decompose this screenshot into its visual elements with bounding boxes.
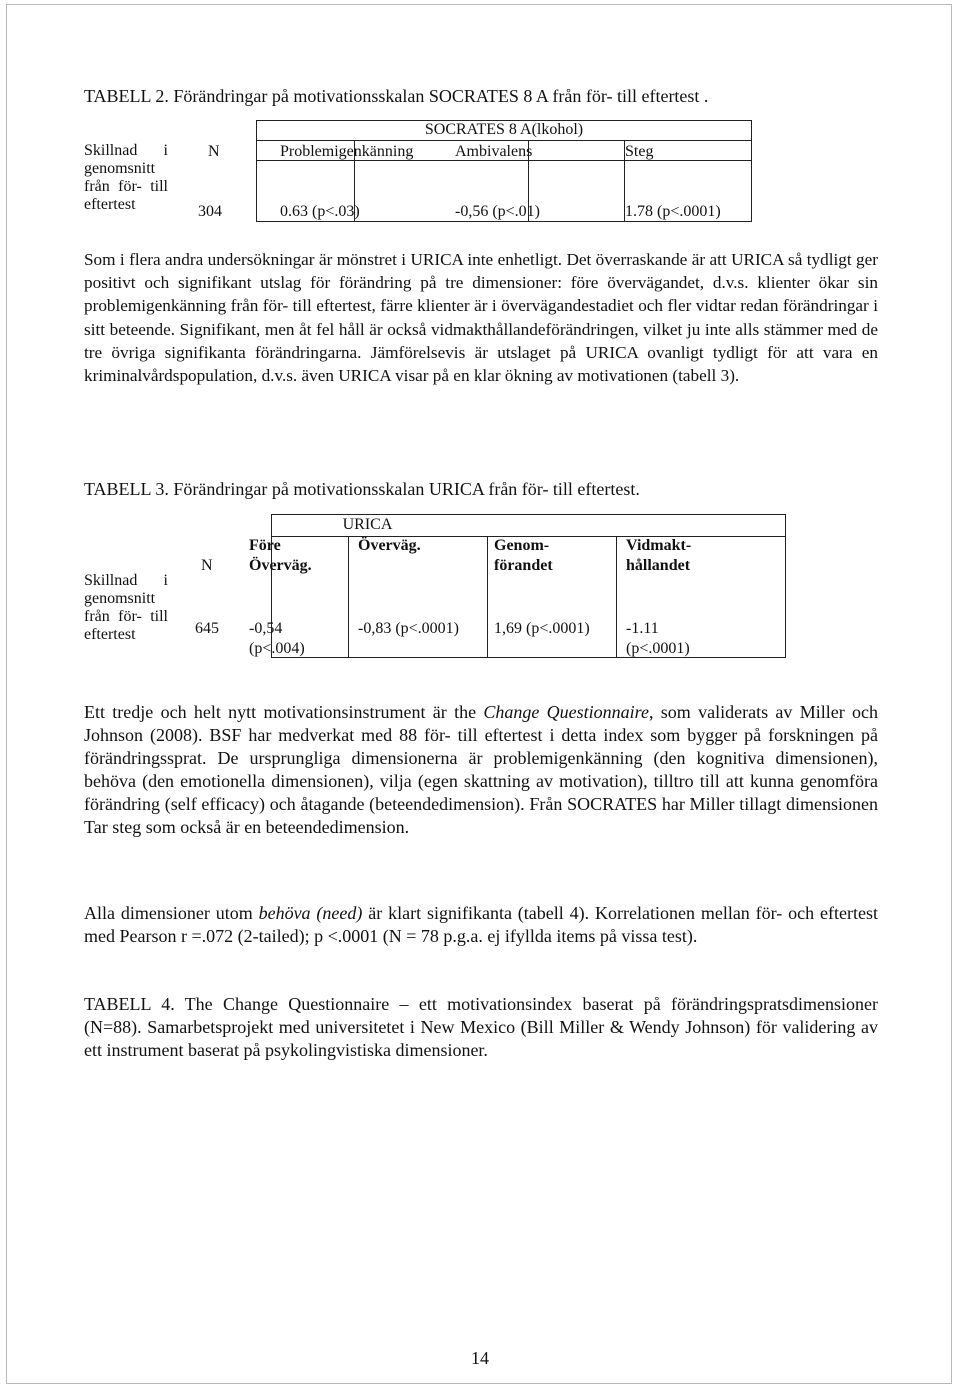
- table2-value-problem: 0.63 (p<.03): [280, 203, 360, 220]
- table3-value-vidm: (p<.0001): [626, 640, 690, 657]
- body-paragraph: Som i flera andra undersökningar är mönstret i URICA inte enhetligt. Det överraskande är att URICA så tydligt ger positivt och signifikant utslag för förändring på tre dimensioner: före övervägandet, d.v.s. klienter ökar sin problemigenkänning från för- till eftertest, färre klienter är i övervägandestadiet och fler vidtar redan förändringar i sitt beteende. Signifikant, men åt fel håll är också vidmakthållandeförändringen, vilket ju inte alls stämmer med de tre övriga signifikanta förändringarna. Jämförelsevis är utslaget på URICA ovanligt tydligt för att vara en kriminalvårdspopulation, d.v.s. även URICA visar på en klar ökning av motivationen (tabell 3).: [84, 250, 878, 386]
- table2-value-n: 304: [198, 203, 222, 220]
- table3-group-header: URICA: [342, 516, 393, 533]
- table3-value-n: 645: [195, 620, 219, 637]
- table3-divider: [348, 536, 349, 658]
- paragraph-italic: Change Questionnaire: [483, 702, 649, 722]
- table3-row-label: [84, 572, 168, 644]
- row-label-line: Skillnad i: [84, 142, 168, 159]
- row-label-line: eftertest: [84, 196, 136, 213]
- table3: [84, 514, 786, 658]
- table3-header-genom: förandet: [494, 557, 553, 574]
- table3-caption: TABELL 3. Förändringar på motivationsskalan URICA från för- till eftertest.: [84, 479, 640, 499]
- row-label-line: genomsnitt: [84, 590, 156, 607]
- row-label-line: genomsnitt: [84, 160, 156, 177]
- table3-divider: [487, 536, 488, 658]
- table3-value-fore: -0,54: [249, 620, 283, 637]
- table3-value-vidm: -1.11: [626, 620, 659, 637]
- table3-header-vidm: hållandet: [626, 557, 691, 574]
- row-label-line: eftertest: [84, 626, 136, 643]
- table3-value-fore: (p<.004): [249, 640, 305, 657]
- paragraph-text: Ett tredje och helt nytt motivationsinstrument är the: [84, 702, 484, 722]
- paragraph-text: Alla dimensioner utom: [84, 903, 259, 923]
- table2-value-steg: 1.78 (p<.0001): [625, 203, 721, 220]
- table3-value-genom: 1,69 (p<.0001): [494, 620, 590, 637]
- table2-divider: [256, 140, 752, 141]
- body-paragraph: [84, 701, 878, 839]
- table2-header-n: N: [208, 143, 220, 160]
- paragraph-italic: behöva (need): [258, 903, 363, 923]
- table2: [84, 120, 752, 222]
- table3-divider: [616, 536, 617, 658]
- table2-caption: TABELL 2. Förändringar på motivationsskalan SOCRATES 8 A från för- till eftertest .: [84, 86, 709, 106]
- table3-header-fore: Före: [249, 537, 281, 554]
- table3-header-fore: Överväg.: [249, 557, 312, 574]
- row-label-line: från för- till: [84, 178, 168, 195]
- table2-group-header: SOCRATES 8 A(lkohol): [424, 121, 584, 138]
- table2-value-ambivalens: -0,56 (p<.01): [455, 203, 541, 220]
- table3-header-vidm: Vidmakt-: [626, 537, 692, 554]
- table2-header-steg: Steg: [625, 143, 654, 160]
- table4-caption: TABELL 4. The Change Questionnaire – ett motivationsindex baserat på förändringspratsdimensioner (N=88). Samarbetsprojekt med universitetet i New Mexico (Bill Miller & Wendy Johnson) för validering av ett instrument baserat på psykolingvistiska dimensioner.: [84, 994, 878, 1060]
- table2-header-ambivalens: Ambivalens: [455, 143, 533, 160]
- body-paragraph: [84, 902, 878, 948]
- table3-header-genom: Genom-: [494, 537, 550, 554]
- paragraph-text: är klart signifikanta (tabell 4). Korrelationen mellan för- och eftertest med Pearson r =.072 (2-tailed); p <.0001 (N = 78 p.g.a. ej ifyllda items på vissa test).: [84, 903, 878, 946]
- row-label-line: Skillnad i: [84, 572, 168, 589]
- table2-row-label: [84, 142, 168, 214]
- table2-header-problem: Problemigenkänning: [280, 143, 414, 160]
- paragraph-text: , som validerats av Miller och Johnson (2008). BSF har medverkat med 88 för- till eftertest i detta index som bygger på forskningen på förändringssprat. De ursprungliga dimensionerna är problemigenkänning (den kognitiva dimensionen), behöva (den emotionella dimensionen), vilja (egen skattning av motivation), tilltro till att kunna genomföra förändring (self efficacy) och åtagande (beteendedimension). Från SOCRATES har Miller tillagt dimensionen Tar steg som också är en beteendedimension.: [84, 702, 878, 837]
- page-number: 14: [471, 1348, 489, 1368]
- table3-value-overvag: -0,83 (p<.0001): [358, 620, 460, 637]
- table3-header-n: N: [201, 557, 213, 574]
- table3-header-overvag: Överväg.: [358, 537, 421, 554]
- row-label-line: från för- till: [84, 608, 168, 625]
